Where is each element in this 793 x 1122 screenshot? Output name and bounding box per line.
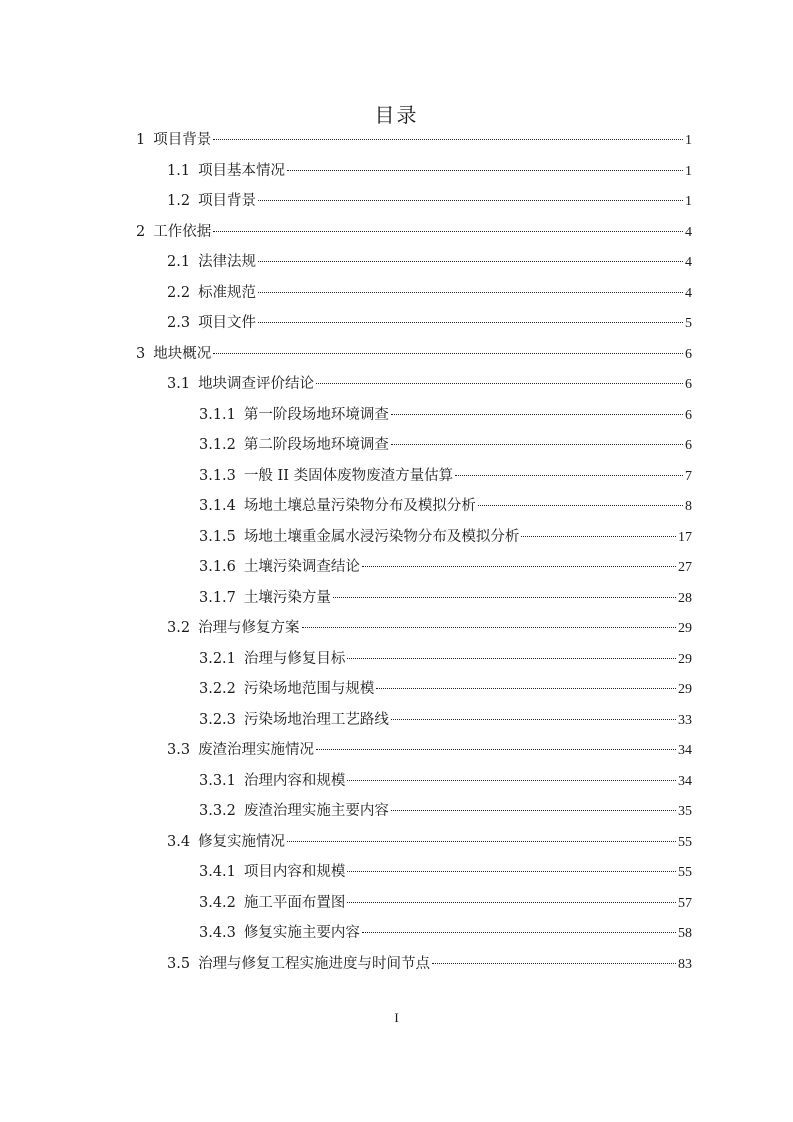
toc-entry-title: 一般 II 类固体废物废渣方量估算 [243, 467, 454, 484]
toc-entry-page: 55 [678, 834, 692, 850]
toc-dot-leader [521, 536, 676, 537]
toc-dot-leader [213, 353, 683, 354]
toc-entry-number: 1.1 [167, 162, 191, 179]
toc-entry-title: 修复实施情况 [198, 833, 286, 850]
toc-dot-leader [391, 414, 683, 415]
toc-entry-title: 法律法规 [198, 254, 257, 270]
toc-dot-leader [432, 963, 676, 964]
toc-entry-page: 29 [678, 682, 692, 697]
toc-entry-title: 治理与修复目标 [243, 650, 346, 667]
toc-entry-number: 3.3.2 [199, 803, 236, 819]
toc-dot-leader [213, 139, 683, 140]
toc-dot-leader [347, 871, 676, 872]
toc-entry-number: 3.4.2 [199, 894, 236, 911]
toc-entry[interactable] [0, 156, 793, 187]
toc-entry-page: 7 [685, 468, 692, 484]
toc-entry[interactable] [0, 400, 793, 431]
toc-entry-title: 修复实施主要内容 [243, 925, 360, 941]
toc-entry-number: 3.1.4 [199, 498, 236, 514]
toc-entry-title: 场地土壤总量污染物分布及模拟分析 [243, 498, 476, 514]
toc-entry-title: 治理与修复方案 [198, 620, 300, 636]
toc-entry-page: 55 [678, 865, 692, 880]
toc-dot-leader [376, 688, 676, 689]
toc-dot-leader [455, 475, 683, 476]
toc-title: 目录 [374, 103, 419, 127]
toc-entry[interactable] [0, 674, 793, 705]
toc-dot-leader [258, 200, 683, 201]
toc-entry-page: 29 [678, 621, 692, 636]
toc-dot-leader [258, 292, 683, 293]
toc-entry-title: 项目文件 [198, 315, 257, 331]
toc-entry-title: 污染场地范围与规模 [243, 681, 375, 697]
toc-entry[interactable] [0, 766, 793, 797]
toc-entry[interactable] [0, 522, 793, 553]
toc-entry[interactable] [0, 583, 793, 614]
toc-entry[interactable] [0, 430, 793, 461]
toc-entry-page: 1 [685, 163, 692, 179]
toc-entry[interactable] [0, 644, 793, 675]
toc-entry-page: 29 [678, 651, 692, 667]
toc-entry-page: 4 [685, 255, 692, 270]
toc-entry-number: 2 [136, 223, 146, 240]
toc-dot-leader [287, 170, 683, 171]
toc-dot-leader [362, 566, 676, 567]
toc-entry-page: 83 [678, 956, 692, 972]
toc-entry[interactable] [0, 552, 793, 583]
toc-entry[interactable] [0, 949, 793, 980]
toc-entry-page: 6 [685, 407, 692, 423]
toc-entry-number: 1.2 [167, 193, 191, 209]
toc-entry[interactable] [0, 339, 793, 370]
toc-entry-number: 3.2 [167, 620, 191, 636]
toc-entry-number: 2.3 [167, 315, 191, 331]
toc-entry-title: 废渣治理实施情况 [198, 742, 315, 758]
toc-entry-number: 3.5 [167, 955, 191, 972]
toc-entry-number: 3.2.3 [199, 711, 236, 728]
toc-entry-number: 3.1.7 [199, 589, 236, 606]
toc-entry[interactable] [0, 278, 793, 309]
toc-entry-page: 35 [678, 804, 692, 819]
toc-dot-leader [478, 505, 683, 506]
toc-entry-title: 项目背景 [153, 132, 212, 148]
toc-entry-title: 土壤污染调查结论 [243, 559, 360, 575]
toc-entry-title: 废渣治理实施主要内容 [243, 803, 389, 819]
toc-entry-number: 2.2 [167, 284, 191, 301]
toc-entry-number: 3.1 [167, 376, 191, 392]
toc-entry[interactable] [0, 918, 793, 949]
toc-entry[interactable] [0, 461, 793, 492]
toc-entry-number: 3.1.6 [199, 559, 236, 575]
toc-entry-number: 1 [136, 132, 146, 148]
toc-entry[interactable] [0, 827, 793, 858]
toc-entry-number: 3.1.2 [199, 437, 236, 453]
toc-entry[interactable] [0, 735, 793, 766]
toc-dot-leader [391, 719, 676, 720]
toc-entry-title: 场地土壤重金属水浸污染物分布及模拟分析 [243, 528, 520, 545]
toc-entry-title: 治理与修复工程实施进度与时间节点 [198, 955, 431, 972]
toc-entry-page: 8 [685, 499, 692, 514]
toc-entry[interactable] [0, 857, 793, 888]
toc-dot-leader [302, 627, 676, 628]
toc-entry-page: 6 [685, 377, 692, 392]
toc-entry-number: 3.2.2 [199, 681, 236, 697]
toc-entry-page: 1 [685, 194, 692, 209]
toc-list [0, 125, 793, 979]
toc-entry-title: 施工平面布置图 [243, 894, 346, 911]
toc-entry[interactable] [0, 247, 793, 278]
toc-entry-number: 2.1 [167, 254, 191, 270]
toc-entry-title: 第一阶段场地环境调查 [243, 406, 389, 423]
toc-entry[interactable] [0, 308, 793, 339]
toc-entry[interactable] [0, 491, 793, 522]
toc-entry-page: 58 [678, 926, 692, 941]
toc-entry[interactable] [0, 613, 793, 644]
toc-entry-page: 4 [685, 285, 692, 301]
toc-dot-leader [316, 749, 676, 750]
toc-entry[interactable] [0, 217, 793, 248]
toc-entry-page: 17 [678, 529, 692, 545]
toc-entry-number: 3.3.1 [199, 772, 236, 789]
toc-entry-page: 34 [678, 743, 692, 758]
toc-dot-leader [362, 932, 676, 933]
toc-entry-page: 33 [678, 712, 692, 728]
toc-entry[interactable] [0, 705, 793, 736]
toc-entry-title: 第二阶段场地环境调查 [243, 437, 389, 453]
toc-entry-page: 57 [678, 895, 692, 911]
page-number: I [394, 1010, 399, 1025]
toc-dot-leader [316, 383, 683, 384]
toc-entry-title: 项目基本情况 [198, 162, 286, 179]
toc-entry-number: 3.4.1 [199, 864, 236, 880]
toc-entry[interactable] [0, 125, 793, 156]
toc-entry-number: 3.1.3 [199, 467, 236, 484]
toc-dot-leader [347, 780, 676, 781]
toc-entry-title: 土壤污染方量 [243, 589, 331, 606]
toc-entry-number: 3.1.1 [199, 406, 236, 423]
toc-entry-page: 27 [678, 560, 692, 575]
toc-dot-leader [258, 322, 683, 323]
toc-entry-title: 工作依据 [153, 223, 212, 240]
toc-dot-leader [287, 841, 676, 842]
toc-entry-page: 34 [678, 773, 692, 789]
toc-entry-title: 污染场地治理工艺路线 [243, 711, 389, 728]
toc-entry-page: 6 [685, 346, 692, 362]
toc-entry-title: 标准规范 [198, 284, 257, 301]
toc-entry-number: 3.4 [167, 833, 191, 850]
toc-entry[interactable] [0, 186, 793, 217]
toc-entry-page: 1 [685, 133, 692, 148]
toc-entry-title: 治理内容和规模 [243, 772, 346, 789]
toc-dot-leader [213, 231, 683, 232]
toc-dot-leader [333, 597, 676, 598]
toc-dot-leader [347, 658, 676, 659]
toc-entry-number: 3 [136, 345, 146, 362]
toc-entry-title: 项目背景 [198, 193, 257, 209]
toc-dot-leader [391, 810, 676, 811]
toc-entry-number: 3.2.1 [199, 650, 236, 667]
toc-entry[interactable] [0, 888, 793, 919]
toc-entry-title: 地块概况 [153, 345, 212, 362]
toc-entry[interactable] [0, 369, 793, 400]
toc-dot-leader [258, 261, 683, 262]
toc-dot-leader [391, 444, 683, 445]
toc-entry-page: 28 [678, 590, 692, 606]
toc-entry-title: 项目内容和规模 [243, 864, 346, 880]
toc-entry-number: 3.4.3 [199, 925, 236, 941]
toc-entry-page: 6 [685, 438, 692, 453]
toc-entry-title: 地块调查评价结论 [198, 376, 315, 392]
toc-dot-leader [347, 902, 676, 903]
toc-entry-number: 3.1.5 [199, 528, 236, 545]
toc-entry-page: 4 [685, 224, 692, 240]
toc-entry-page: 5 [685, 316, 692, 331]
toc-entry-number: 3.3 [167, 742, 191, 758]
toc-entry[interactable] [0, 796, 793, 827]
